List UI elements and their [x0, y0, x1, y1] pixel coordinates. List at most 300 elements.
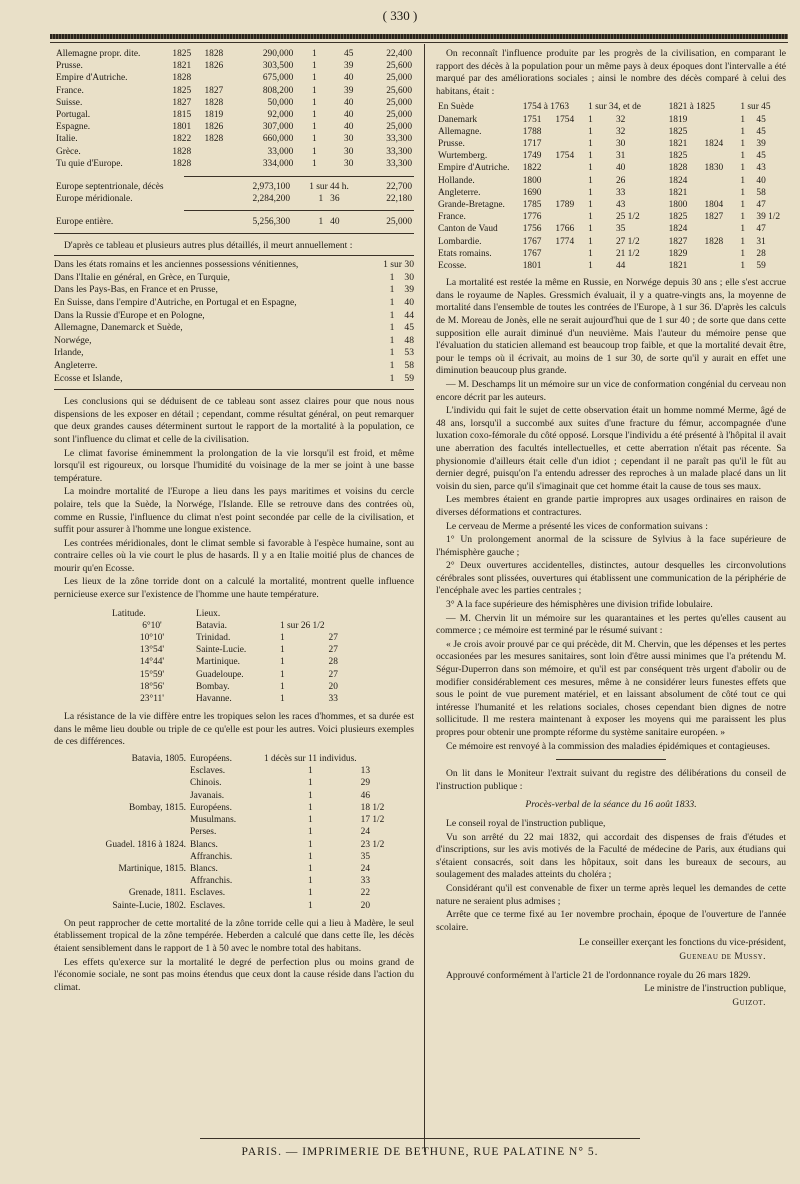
signature-title: Le ministre de l'instruction publique, [644, 983, 786, 995]
table-cell: 1821 à 1825 [668, 102, 715, 113]
list-item [54, 310, 414, 323]
table-cell: 1 [307, 888, 313, 899]
table-cell: Etats romains. [438, 248, 492, 259]
table-cell: Martinique. [196, 657, 241, 668]
table-cell: 20 [328, 681, 338, 692]
table-cell: 33,300 [386, 158, 412, 169]
table-row [436, 126, 786, 138]
table-cell: 1 [740, 187, 746, 198]
paragraph: On reconnaît l'influence produite par les progrès de la civilisation, en comparant le rapport des décès à la population pour un même pays à deux époques dont l'intervalle a été marqué par des améliorations sociales ; ainsi le nombre des décès comparé à celui des habitans, était : [436, 48, 786, 97]
table-cell: 1 [740, 126, 746, 137]
table-cell: 1754 à 1763 [522, 102, 570, 113]
table-cell: 1828 [172, 73, 192, 84]
table-row [84, 802, 403, 814]
table-cell: 1815 [172, 110, 192, 121]
table-cell [553, 187, 586, 199]
list-label: En Suisse, dans l'empire d'Autriche, en Portugal et en Espagne, [54, 297, 297, 309]
table-cell: 1754 [555, 151, 575, 162]
table-cell: 1828 [172, 146, 192, 157]
table-cell: 1825 [172, 49, 192, 59]
table-cell: 1717 [522, 138, 542, 149]
list-value [374, 272, 414, 285]
table-cell: 23°11' [140, 694, 164, 705]
table-cell: Prusse. [438, 138, 465, 149]
table-cell: 92,000 [267, 110, 294, 121]
list-label: Dans l'Italie en général, en Grèce, en Turquie, [54, 271, 230, 283]
table-cell: 1 [307, 839, 313, 850]
table-row [436, 114, 786, 126]
table-cell: 39 [756, 138, 766, 149]
table-cell: 27 1/2 [615, 236, 640, 247]
table-cell: 1 [740, 212, 746, 223]
table-cell: 1 [307, 815, 313, 826]
paragraph: On lit dans le Moniteur l'extrait suivant du registre des délibérations du conseil de l'instruction publique : [436, 768, 786, 792]
table-cell: France. [56, 85, 84, 96]
decree [436, 818, 786, 934]
table-row [84, 826, 403, 838]
table-cell: 1827 [668, 236, 688, 247]
left-column [54, 48, 414, 995]
latitude-table [110, 608, 371, 706]
table-row: Europe entière. 5,256,300 1 40 25,000 [56, 217, 412, 228]
table-cell: Chinois. [190, 778, 222, 789]
table-cell: 303,500 [262, 61, 294, 72]
table-cell: Perses. [190, 827, 217, 838]
table-cell [702, 175, 738, 187]
table-cell: 44 [615, 261, 626, 272]
table-cell: 1801 [172, 122, 192, 133]
table-row [436, 260, 786, 272]
header-rule [50, 34, 788, 39]
table-cell: 1 [307, 790, 313, 801]
printer-footer: PARIS. — IMPRIMERIE DE BETHUNE, RUE PALATINE N° 5. [241, 1146, 599, 1158]
paragraph: — M. Deschamps lit un mémoire sur un vice de conformation congénial du cerveau non encore décrit par les auteurs. [436, 378, 786, 403]
list-value-part: 30 [404, 271, 414, 283]
table-row [84, 900, 403, 912]
table-cell: 1754 [555, 114, 575, 125]
table-cell: Prusse. [56, 61, 83, 72]
table-cell: Martinique, 1815. [118, 863, 186, 874]
table-cell: 1 [280, 633, 285, 644]
table-cell: 25,000 [386, 73, 412, 84]
table-row [54, 133, 414, 145]
table-cell: 1 [307, 863, 313, 874]
table-cell: 45 [756, 151, 766, 162]
table-cell [84, 875, 188, 887]
table-cell: 1 [588, 200, 593, 210]
table-cell: Espagne. [56, 122, 91, 133]
table-cell: 1821 [668, 187, 688, 198]
table-cell: 1827 [172, 97, 192, 108]
table-cell: 27 [328, 669, 338, 680]
list-label: Dans les états romains et les anciennes possessions vénitiennes, [54, 259, 299, 271]
table-cell: 13°54' [139, 645, 165, 656]
table-row [54, 121, 414, 133]
table-cell: 30 [344, 158, 354, 169]
paragraph: — M. Chervin lit un mémoire sur les quarantaines et les pertes qu'elles causent au commerce ; ce mémoire est terminé par le résumé suivant : [436, 612, 786, 637]
table-cell: 18°56' [139, 681, 165, 692]
table-cell: 1 [312, 85, 317, 96]
table-cell: 1801 [522, 261, 542, 272]
table-cell: 1804 [704, 200, 724, 210]
table-cell: 40 [344, 73, 354, 84]
table-cell [702, 126, 738, 138]
table-row [110, 620, 371, 632]
table-cell: 33,300 [386, 134, 412, 145]
table-cell: 1 [280, 694, 285, 705]
table-cell: 18 1/2 [360, 802, 385, 813]
table-cell: 1 [588, 224, 593, 235]
right-column [436, 48, 786, 1010]
mortality-list [54, 259, 414, 385]
list-item [54, 297, 414, 310]
table-cell: France. [438, 212, 466, 223]
list-value-part: 1 [389, 271, 395, 283]
table-cell: 1 [312, 158, 317, 169]
table-row [436, 236, 786, 248]
header-line [50, 42, 788, 43]
table-cell: 1826 [204, 122, 224, 133]
table-cell: 59 [756, 261, 766, 272]
table-cell: 31 [756, 236, 766, 247]
table-cell: 1821 [172, 61, 192, 72]
table-cell: 45 [756, 126, 766, 137]
table-cell: 23 1/2 [360, 839, 385, 850]
table-cell: Angleterre. [438, 187, 481, 198]
table-cell: 1756 [522, 224, 542, 235]
table-cell: Empire d'Autriche. [56, 73, 128, 84]
table-cell [702, 248, 738, 260]
table-cell: 1828 [704, 236, 724, 247]
table-cell: 1 [588, 261, 593, 272]
table-cell: 1 [312, 97, 317, 108]
table-cell: 33 [360, 876, 370, 887]
table-row [54, 109, 414, 121]
table-cell: 1 [280, 681, 285, 692]
table-cell: 33,000 [267, 146, 294, 157]
table-cell: Esclaves. [190, 766, 226, 777]
table-cell: 6°10' [142, 620, 162, 631]
table-cell: 307,000 [262, 122, 294, 133]
table-cell [553, 175, 586, 187]
table-cell: 1 [307, 900, 313, 911]
table-cell: 1824 [668, 175, 688, 186]
table-cell: Tu quie d'Europe. [56, 158, 123, 169]
table-cell: 1751 [522, 114, 542, 125]
table-row [436, 199, 786, 211]
table-cell: 30 [615, 138, 626, 149]
paragraph: 3° A la face supérieure des hémisphères une division trifide lobulaire. [446, 599, 713, 611]
table-row [436, 211, 786, 223]
table-cell: 660,000 [262, 134, 294, 145]
table-cell: 1 [312, 134, 317, 145]
table-cell: Portugal. [56, 110, 91, 121]
table-row [54, 146, 414, 158]
table-cell [553, 126, 586, 138]
table-row [436, 187, 786, 199]
table-cell: 58 [756, 187, 766, 198]
table-row [54, 158, 414, 170]
table-cell: 1 [307, 851, 313, 862]
list-value [374, 259, 414, 272]
table-row [110, 656, 371, 668]
table-row [110, 693, 371, 705]
table-cell: 1821 [668, 138, 688, 149]
table-cell: 1 [307, 802, 313, 813]
table-cell: 1 [588, 138, 593, 149]
table-row [84, 777, 403, 789]
table-cell: 35 [615, 224, 626, 235]
table-row [84, 863, 403, 875]
table-cell: Ecosse. [438, 261, 467, 272]
table-cell: Italie. [56, 134, 78, 145]
table-row [436, 162, 786, 174]
list-label: Dans les Pays-Bas, en France et en Prusse, [54, 284, 218, 296]
table-cell: 47 [756, 200, 766, 210]
table-cell: En Suède [438, 102, 474, 113]
table-cell: 22 [360, 888, 370, 899]
list-label: Irlande, [54, 347, 84, 359]
list-item [54, 347, 414, 360]
races-table [84, 753, 403, 912]
table-cell [702, 150, 738, 162]
table-cell: 1 [280, 645, 285, 656]
table-cell: 1789 [555, 200, 575, 210]
table-cell [84, 851, 188, 863]
table-cell: 1766 [555, 224, 575, 235]
table-cell: 1 [280, 657, 285, 668]
table-cell: 1819 [204, 110, 224, 121]
table-cell: 1 [588, 126, 593, 137]
paragraph: Considérant qu'il est convenable de fixer un terme après lequel les demandes de cette nature ne seraient plus admises ; [436, 882, 786, 907]
table-cell: 1785 [522, 200, 542, 210]
table-cell: 31 [615, 151, 626, 162]
table-row [436, 101, 786, 113]
table-cell: 1 [312, 73, 317, 84]
table-cell: Allemagne propr. dite. [56, 49, 141, 59]
table-cell: Javanais. [190, 790, 225, 801]
table-cell: 1 [312, 110, 317, 121]
table-row [110, 644, 371, 656]
table-cell: 1822 [522, 163, 542, 174]
list-value [374, 335, 414, 348]
list-value-part: 40 [404, 297, 414, 309]
table-row [54, 97, 414, 109]
table-cell: 1 [740, 138, 746, 149]
paragraph: Les effets qu'exerce sur la mortalité le degré de perfection plus ou moins grand de l'économie sociale, ne sont pas moins étendus que ceux dont la cause réside dans l'action du climat. [54, 956, 414, 993]
table-cell: 1830 [704, 163, 724, 174]
table-cell: 1 décès sur 11 individus. [264, 754, 357, 765]
table-cell [202, 146, 234, 158]
civilization-table [436, 101, 786, 272]
table-cell: Européens. [190, 802, 232, 813]
table-cell: Blancs. [190, 839, 218, 850]
table-cell [702, 223, 738, 235]
table-cell: Empire d'Autriche. [438, 163, 510, 174]
table-cell: 33 [328, 694, 338, 705]
list-value-part: 1 [389, 372, 395, 384]
europe-total [54, 216, 414, 228]
table-cell: Batavia. [196, 620, 227, 631]
table-cell: 1825 [172, 85, 192, 96]
paragraph: D'après ce tableau et plusieurs autres plus détaillés, il meurt annuellement : [64, 239, 353, 251]
signature-title: Le conseiller exerçant les fonctions du vice-président, [579, 937, 786, 949]
list-item [54, 322, 414, 335]
table-cell: 1767 [522, 236, 542, 247]
table-cell: 40 [615, 163, 626, 174]
table-cell: 1 [740, 248, 746, 259]
list-value [374, 322, 414, 335]
mortality-totals [54, 181, 414, 205]
list-value-part: 1 [389, 297, 395, 309]
table-cell [553, 248, 586, 260]
footer-rule [200, 1138, 640, 1139]
table-cell: 14°44' [139, 657, 165, 668]
table-cell: 39 [344, 61, 354, 72]
table-cell: 1828 [204, 49, 224, 59]
table-cell: 25,600 [386, 85, 412, 96]
table-cell: 30 [344, 134, 354, 145]
table-cell: 26 [615, 175, 626, 186]
table-row [436, 138, 786, 150]
table-cell: 1 sur 34, et de [588, 102, 641, 113]
column-divider [424, 44, 425, 1152]
table-cell: 334,000 [262, 158, 294, 169]
list-value [374, 347, 414, 360]
paragraph: Les conclusions qui se déduisent de ce tableau sont assez claires pour que nous nous dispensions de les exposer en détail ; cependant, comme résultat général, on peut remarquer que deux grandes causes déterminent surtout le rapport de la mortalité à la population, ce sont l'influence du climat et celle de la civilisation. [54, 396, 414, 445]
table-row [110, 632, 371, 644]
table-cell [359, 753, 403, 765]
table-cell: 1 sur 26 1/2 [280, 620, 325, 631]
table-row [84, 814, 403, 826]
right-paragraphs [436, 277, 786, 753]
table-cell [84, 814, 188, 826]
table-cell: 1767 [522, 248, 542, 259]
table-cell: 1 [740, 200, 746, 210]
table-row [84, 753, 403, 765]
table-cell: Batavia, 1805. [131, 754, 186, 765]
table-cell: 47 [756, 224, 766, 235]
table-cell: Sainte-Lucie. [196, 645, 247, 656]
table-cell: 24 [360, 863, 370, 874]
list-value-part: 1 [389, 322, 395, 334]
table-cell: Guadel. 1816 à 1824. [105, 839, 186, 850]
table-row [54, 48, 414, 60]
paragraph: On peut rapprocher de cette mortalité de la zône torride celle qui a lieu à Madère, le seul établissement tropical de la zône tempérée. Heberden a calculé que dans cette île, les décès étaient sensiblement dans le rapport de 1 à 50 avec le nombre total des habitans. [54, 917, 414, 954]
list-label: Angleterre. [54, 359, 98, 371]
table-cell: 1 [740, 175, 746, 186]
table-cell: 1 [588, 248, 593, 259]
table-header: Latitude. Lieux. [112, 608, 221, 619]
list-item [54, 272, 414, 285]
table-cell: 1774 [555, 236, 575, 247]
table-cell: 27 [328, 633, 338, 644]
table-cell: 1 [307, 766, 313, 777]
table-cell: 1 [588, 187, 593, 198]
table-cell: 45 [756, 114, 766, 125]
list-value [374, 360, 414, 373]
table-cell: 43 [615, 200, 626, 210]
table-cell: 1822 [172, 134, 192, 145]
table-cell: 33 [615, 187, 626, 198]
table-cell: Grèce. [56, 146, 81, 157]
table-cell: 25,000 [386, 97, 412, 108]
table-cell: Grande-Bretagne. [438, 200, 505, 210]
list-value [374, 297, 414, 310]
table-cell: 1 [740, 151, 746, 162]
table-row [84, 887, 403, 899]
mortality-table [54, 48, 414, 170]
list-item [54, 360, 414, 373]
table-cell: 1828 [172, 158, 192, 169]
table-cell: 29 [360, 778, 370, 789]
list-item [54, 259, 414, 272]
table-cell: Blancs. [190, 863, 218, 874]
list-value [374, 373, 414, 386]
list-value-part: 39 [404, 284, 414, 296]
proces-verbal-title: Procès-verbal de la séance du 16 août 1833. [525, 799, 697, 811]
list-value [374, 284, 414, 297]
table-cell: 1824 [704, 138, 724, 149]
table-cell [553, 162, 586, 174]
table-cell: 43 [756, 163, 766, 174]
list-value-part: 45 [404, 322, 414, 334]
table-cell: 1 sur 45 [740, 102, 771, 113]
table-row [54, 72, 414, 84]
table-cell: 25,000 [386, 122, 412, 133]
section-rule [54, 389, 414, 390]
table-row [84, 765, 403, 777]
paragraph: Les contrées méridionales, dont le climat semble si favorable à l'espèce humaine, sont au contraire celles où la vie court le plus de hasards. Il y a en Italie moitié plus de chances de mourir qu'en Ecosse. [54, 537, 414, 574]
table-cell: Guadeloupe. [196, 669, 244, 680]
table-row [84, 851, 403, 863]
table-cell: 28 [756, 248, 766, 259]
list-value [374, 310, 414, 323]
table-cell: 1 [740, 261, 746, 272]
table-cell: 290,000 [262, 49, 294, 59]
table-cell [84, 765, 188, 777]
table-cell: 30 [344, 146, 354, 157]
table-row [84, 790, 403, 802]
paragraph: Les membres étaient en grande partie impropres aux usages ordinaires en raison de diverses déformations et contractures. [436, 494, 786, 518]
table-cell: Esclaves. [190, 900, 226, 911]
table-cell: 35 [360, 851, 370, 862]
paragraph: 2° Deux ouvertures accidentelles, distinctes, autour desquelles les circonvolutions cérébrales sont plissées, ouvertures qui établissent une communication de la périphérie de l'encéphale avec les parties centrales ; [436, 560, 786, 597]
table-cell: 21 1/2 [615, 248, 640, 259]
table-cell: 1827 [704, 212, 724, 223]
table-cell: Hollande. [438, 175, 475, 186]
table-cell: Wurtemberg. [438, 151, 488, 162]
table-cell [553, 211, 586, 223]
table-cell [702, 187, 738, 199]
table-cell: 15°59' [139, 669, 165, 680]
paragraph: La moindre mortalité de l'Europe a lieu dans les pays maritimes et voisins du cercle polaire, tels que la Suède, la Norwége, l'Islande. Elle se retrouve dans des contrées où, comme en Russie, l'influence du climat n'est point secondée par celle de la civilisation, et suffit pour assurer à l'homme une longue existence. [54, 486, 414, 536]
table-cell: 40 [344, 110, 354, 121]
list-label: Norwége, [54, 334, 92, 346]
table-cell: 1788 [522, 126, 542, 137]
list-value-part: 1 [389, 359, 395, 371]
table-cell: 1825 [668, 126, 688, 137]
left-end-paragraphs [54, 918, 414, 995]
table-cell: Bombay, 1815. [129, 802, 186, 813]
list-item [54, 373, 414, 386]
table-cell: Bombay. [196, 681, 230, 692]
table-cell: 10°10' [139, 633, 165, 644]
table-cell: Musulmans. [190, 815, 237, 826]
table-cell: 1 [588, 114, 593, 125]
table-cell [553, 260, 586, 272]
table-row [436, 223, 786, 235]
